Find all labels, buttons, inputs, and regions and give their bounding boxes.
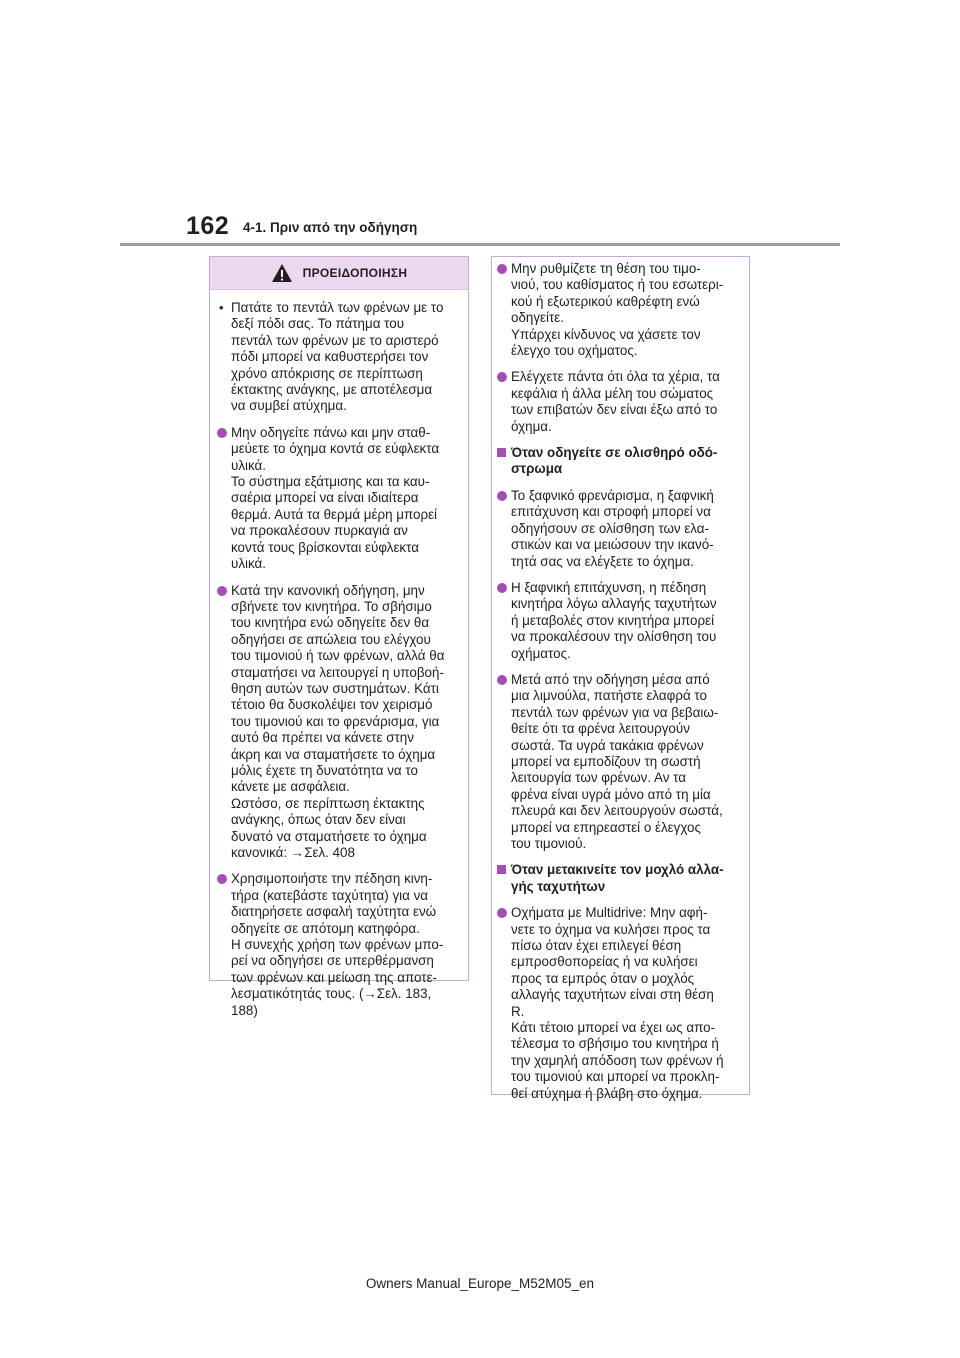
list-item — [496, 580, 737, 662]
list-item — [496, 488, 737, 570]
list-item-text: Το ξαφνικό φρενάρισμα, η ξαφνική επιτάχυνση και στροφή μπορεί να οδηγήσουν σε ολίσθηση των ελα- στικών και να μειώσουν την ικανό- τητά σας να ελέγξετε το όχημα. — [511, 487, 714, 569]
square-bullet-icon — [497, 448, 506, 457]
section-heading-text: Όταν οδηγείτε σε ολισθηρό οδό- στρωμα — [511, 445, 718, 477]
section-title: 4-1. Πριν από την οδήγηση — [243, 220, 418, 235]
list-item-text: Μετά από την οδήγηση μέσα από μια λιμνούλα, πατήστε ελαφρά το πεντάλ των φρένων για να βεβαιω- θείτε ότι τα φρένα λειτουργούν σωστά. Τα υγρά τακάκια φρένων μπορεί να εμποδίζουν τη σωστή λειτουργία των φρένων. Αν τα φρένα είναι υγρά μόνο από τη μία πλευρά και δεν λειτουργούν σωστά, μπορεί να επηρεαστεί ο έλεγχος του τιμονιού. — [511, 671, 723, 851]
warning-content — [210, 290, 468, 1029]
section-heading — [496, 862, 737, 895]
footer-text: Owners Manual_Europe_M52M05_en — [365, 1276, 595, 1291]
list-item — [216, 425, 454, 573]
list-item-text: Οχήματα με Multidrive: Μην αφή- νετε το όχημα να κυλήσει προς τα πίσω όταν έχει επιλεγεί θέση εμπροσθοπορείας ή να κυλήσει προς τα εμπρός όταν ο μοχλός αλλαγής ταχυτήτων είναι στη θέση R. Κάτι τέτοιο μπορεί να έχει ως απο- τέλεσμα το σβήσιμο του κινητήρα ή την χαμηλή απόδοση των φρένων ή του τιμονιού και μπορεί να προκλη- θεί ατύχημα ή βλάβη στο όχημα. — [511, 905, 724, 1101]
list-item-text: Μην οδηγείτε πάνω και μην σταθ- μεύετε το όχημα κοντά σε εύφλεκτα υλικά. Το σύστημα εξάτμισης και τα καυ- σαέρια μπορεί να είναι ιδιαίτερα θερμά. Αυτά τα θερμά μέρη μπορεί να προκαλέσουν πυρκαγιά αν κοντά τους βρίσκονται εύφλεκτα υλικά. — [231, 424, 440, 572]
warning-title: ΠΡΟΕΙΔΟΠΟΙΗΣΗ — [302, 265, 408, 280]
square-bullet-icon — [497, 865, 506, 874]
list-item — [216, 300, 454, 415]
list-item-text: Πατάτε το πεντάλ των φρένων με το δεξί πόδι σας. Το πάτημα του πεντάλ των φρένων με το αριστερό πόδι μπορεί να καθυστερήσει τον χρόνο απόκρισης σε περίπτωση έκτακτης ανάγκης, με αποτέλεσμα να συμβεί ατύχημα. — [231, 300, 444, 414]
header-divider — [120, 243, 840, 246]
bullet-dot-icon — [217, 428, 227, 438]
warning-triangle-icon — [271, 263, 293, 283]
list-item — [496, 369, 737, 435]
list-item — [216, 871, 454, 1019]
warning-box — [209, 256, 469, 1018]
bullet-dot-icon — [497, 264, 507, 274]
bullet-icon: • — [219, 300, 224, 315]
list-item-text: Χρησιμοποιήστε την πέδηση κινη- τήρα (κατεβάστε ταχύτητα) για να διατηρήσετε ασφαλή ταχύτητα ενώ οδηγείτε σε απότομη κατηφόρα. Η συνεχής χρήση των φρένων μπο- ρεί να οδηγήσει σε υπερθέρμανση των φρένων και μείωση της αποτε- λεσματικότητάς τους. (→Σελ. 183, 188) — [231, 871, 444, 1018]
bullet-dot-icon — [217, 874, 227, 884]
bullet-dot-icon — [497, 491, 507, 501]
list-item — [216, 583, 454, 862]
bullet-dot-icon — [497, 908, 507, 918]
list-item-text: Κατά την κανονική οδήγηση, μην σβήνετε τον κινητήρα. Το σβήσιμο του κινητήρα ενώ οδηγείτε δεν θα οδηγήσει σε απώλεια του ελέγχου του τιμονιού ή των φρένων, αλλά θα σταματήσει να λειτουργεί η υποβοή- θηση αυτών των συστημάτων. Κάτι τέτοιο θα δυσκολέψει τον χειρισμό του τιμονιού και το φρενάρισμα, για αυτό θα πρέπει να κάνετε στην άκρη και να σταματήσετε το όχημα μόλις έχετε τη δυνατότητα να το κάνετε με ασφάλεια. Ωστόσο, σε περίπτωση έκτακτης ανάγκης, όπως όταν δεν είναι δυνατό να σταματήσετε το όχημα κανονικά: →Σελ. 408 — [231, 582, 445, 860]
list-item-text: Μην ρυθμίζετε τη θέση του τιμο- νιού, του καθίσματος ή του εσωτερι- κού ή εξωτερικού καθρέφτη ενώ οδηγείτε. Υπάρχει κίνδυνος να χάσετε τον έλεγχο του οχήματος. — [511, 261, 724, 359]
list-item — [496, 261, 737, 359]
warning-header — [210, 257, 468, 290]
warning-content-continued — [492, 257, 749, 1110]
section-heading-text: Όταν μετακινείτε τον μοχλό αλλα- γής ταχυτήτων — [511, 862, 724, 894]
bullet-dot-icon — [217, 586, 227, 596]
list-item — [496, 672, 737, 852]
bullet-dot-icon — [497, 372, 507, 382]
list-item — [496, 905, 737, 1102]
list-item-text: Ελέγχετε πάντα ότι όλα τα χέρια, τα κεφάλια ή άλλα μέλη του σώματος των επιβατών δεν είναι έξω από το όχημα. — [511, 369, 720, 434]
page-number: 162 — [186, 212, 230, 240]
section-heading — [496, 445, 737, 478]
list-item-text: Η ξαφνική επιτάχυνση, η πέδηση κινητήρα λόγω αλλαγής ταχυτήτων ή μεταβολές στον κινητήρα μπορεί να προκαλέσουν την ολίσθηση του οχήματος. — [511, 579, 717, 661]
bullet-dot-icon — [497, 583, 507, 593]
warning-box-continued — [491, 256, 750, 1101]
bullet-dot-icon — [497, 675, 507, 685]
